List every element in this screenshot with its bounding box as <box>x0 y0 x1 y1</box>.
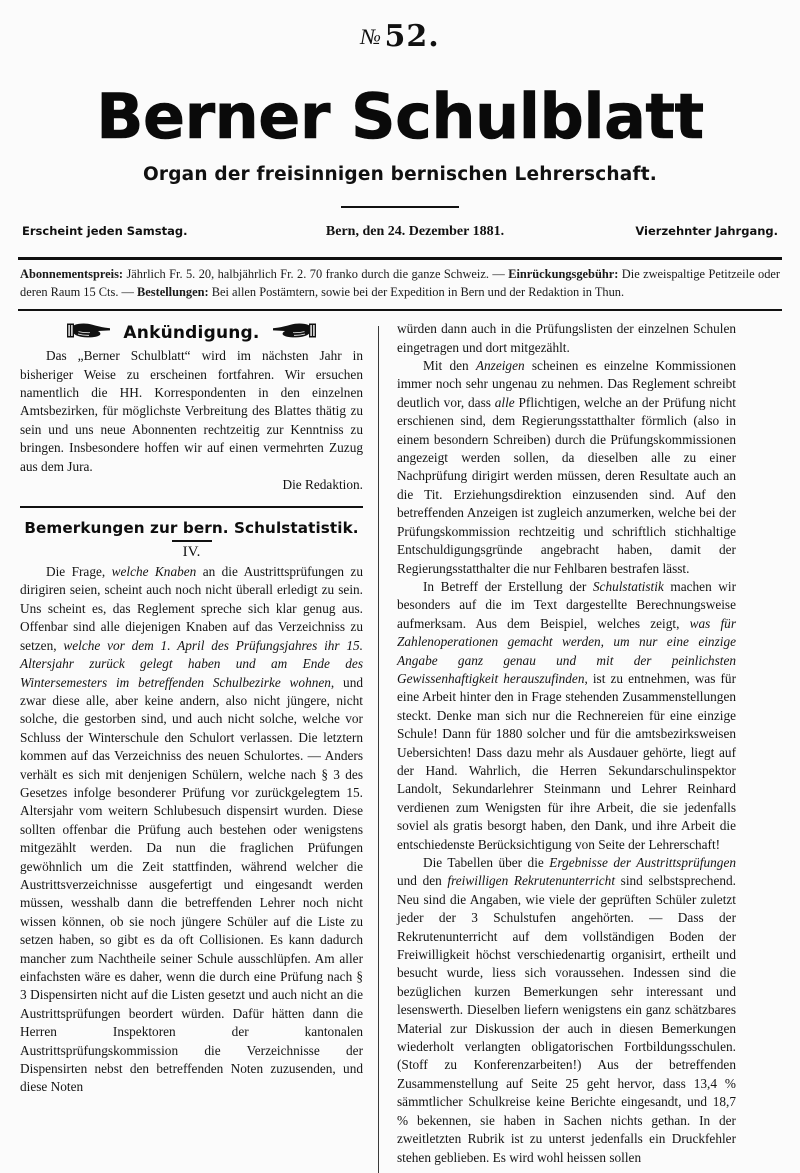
article-heading: Bemerkungen zur bern. Schulstatistik. <box>24 519 359 538</box>
para4-part-b: und den <box>397 873 448 889</box>
para1-part-c: , und zwar diese alle, aber keine andern, also nicht jüngere, nicht solche, die gestorben sind, und auch nicht solche, welche vor Schluss der Winterschule den Schulort verlassen. Die letztern kommen auf das Verzeichniss des neuen Schulortes. — Anders verhält es sich mit denjenigen Schülern, welche nach § 3 des Gesetzes infolge besonderer Prüfung vor zurückgelegtem 15. Altersjahr vom weitern Schlubesuch dispensirt wurden. Diese sollten offenbar die Prüfung auch bestehen oder wenigstens mitgezählt werden. Da nun die fraglichen Prüfungen gewöhnlich um die Zeit stattfinden, während welcher die Austrittsverzeichnisse ausgefertigt und eingesandt werden müssen, wesshalb dann die betreffenden Lehrer noch nicht wissen können, ob sie noch jüngere Schüler auf die Liste zu setzen haben, so gibt es da oft Collisionen. Es kann dadurch mancher zum Nachtheile seiner Schule ausschlüpfen. Am aller einfachsten wäre es daher, wenn die durch eine Prüfung nach § 3 Dispensirten nicht auf die Listen gesetzt und auch nicht an die Austrittsprüfungen beordert würden. Dafür hätten dann die Herren Inspektoren der kantonalen Austrittsprüfungskommission die Verzeichnisse der Dispensirten nebst den betreffenden Noten zuzusenden, und diese Noten <box>20 674 363 1095</box>
para3-italic-2: was für Zahlenoperationen gemacht werden, um nur eine einzige Angabe ganz genau und mit der peinlichsten Gewissenhaftigkeit herauszufinden <box>397 615 736 686</box>
para3-part-a: In Betreff der Erstellung der <box>423 578 593 594</box>
article-paragraph-4 <box>397 854 736 1167</box>
para3-italic-1: Schulstatistik <box>592 578 664 594</box>
masthead <box>0 0 800 240</box>
rule-below-subscription <box>18 309 782 311</box>
announcement-signature: Die Redaktion. <box>282 477 363 493</box>
page-title: Berner Schulblatt <box>96 80 704 153</box>
insertion-fee-text: Die zweispaltige Petitzeile oder deren Raum 15 Cts. — <box>20 267 781 299</box>
issue-number-line <box>0 19 800 54</box>
para2-part-c: Pflichtigen, welche an der Prüfung nicht erschienen sind, dem Regierungsstatthalter förmlich (also in einem besondern Schreiben) durch die Prüfungskommissionen angezeigt werden sollen, da dieselben alle zu einer Nachprüfung dirigirt werden müssen, deren Resultate auch an die Tit. Erziehungsdirektion einzusenden sind. Auf den betreffenden Anzeigen ist zugleich anzumerken, welche bei der Prüfungskommission rechtzeitig und schriftlich stichhaltige Entschuldigungsgründe angebracht haben, damit der Regierungsstatthalter die nur Fehlbaren bestrafen lässt. <box>397 394 736 576</box>
announcement-heading-row <box>20 322 363 344</box>
article-section-number: IV. <box>182 544 201 561</box>
article-paragraph-1 <box>20 563 363 1097</box>
para2-part-a: Mit den <box>423 358 476 374</box>
para2-italic-2: alle <box>494 394 515 410</box>
orders-text: Bei allen Postämtern, sowie bei der Expedition in Bern und der Redaktion in Thun. <box>208 284 625 299</box>
imprint-line <box>0 224 800 240</box>
announcement-paragraph: Das „Berner Schulblatt“ wird im nächsten Jahr in bisheriger Weise zu erscheinen fortfahren. Wir ersuchen namentlich die HH. Korrespondenten in den einzelnen Amtsbezirken, für möglichste Verbreitung des Blattes thätig zu sein und uns neue Abonnenten rechtzeitig zur Kenntniss zu bringen. Insbesondere hoffen wir auf einen vermehrten Zuzug aus dem Jura. <box>20 348 363 474</box>
announcement-heading: Ankündigung. <box>123 323 260 344</box>
rule-above-article-heading <box>20 506 363 508</box>
rule-above-subscription <box>18 257 782 260</box>
right-column <box>378 320 736 1167</box>
para3-part-c: , ist zu entnehmen, was für eine Arbeit hinter den in Frage stehenden Zusammenstellungen steckt. Denke man sich nur die Rechnereien für eine einzige Schule! Dann für 1880 solcher und für die amtsbezirksweisen Uebersichten! Dass dazu mehr als Ausdauer gehörte, liegt auf der Hand. Wahrlich, die Herren Sekundarschulinspektor Landolt, Sekundarlehrer Steinmann und Lehrer Reinhard verdienen zum Wenigsten für ihre Arbeit, die sie jedenfalls soviel als gratis besorgt haben, den Dank, und ihre Arbeit die entschiedenste Berücksichtigung von Seite der Lehrerschaft! <box>397 670 736 852</box>
para1-part-a: Die Frage, <box>46 564 112 580</box>
issue-number: 52. <box>384 19 440 54</box>
para4-part-a: Die Tabellen über die <box>423 855 550 870</box>
pointing-hand-right-icon <box>67 322 111 344</box>
article-paragraph-2 <box>397 357 736 578</box>
left-column <box>20 320 378 1167</box>
continued-paragraph: würden dann auch in die Prüfungslisten der einzelnen Schulen eingetragen und dort mitgezählt. <box>397 321 736 355</box>
para2-part-b: scheinen es einzelne Kommissionen immer noch sehr ungenau zu nehmen. Das Reglement schreibt deutlich vor, dass <box>397 358 736 410</box>
article-heading-underline <box>172 540 212 542</box>
subscription-price-label: Abonnementspreis: <box>20 267 124 281</box>
para4-part-c: sind selbstsprechend. Neu sind die Angaben, wie viele der geprüften Schüler zuletzt jeder der 3 Schulstufen angehörten. — Dass der Rekrutenunterricht auf dem vollständigen Boden der Freiwilligkeit höchst verschiedenartig organisirt, ertheilt und besucht wurde, liess sich voraussehen. Indessen sind die bezüglichen kurzen Bemerkungen sehr interessant und lesenswerth. Dieselben liefern wenigstens ein ganz schätzbares Material zur Diskussion der auch in diesen Bemerkungen wiederholt verlangten obligatorischen Fortbildungsschulen. (Stoff zu Konferenzarbeiten!) Aus der betreffenden Zusammenstellung auf Seite 25 geht hervor, dass 13,4 % sämmtlicher Schulkreise keine Berichte eingesandt, und 18,7 % bekennen, sie haben in Sachen nichts gethan. In der zweitletzten Rubrik ist zu unterst jedenfalls ein Druckfehler stehen geblieben. Es wird wohl heissen sollen <box>397 873 736 1165</box>
para2-italic-1: Anzeigen <box>475 358 525 374</box>
masthead-divider <box>341 206 459 208</box>
article-columns <box>20 320 780 1167</box>
para4-italic-2: freiwilligen Rekrutenunterricht <box>447 873 616 889</box>
subscription-bar <box>20 266 780 301</box>
dateline: Bern, den 24. Dezember 1881. <box>325 224 505 239</box>
para4-italic-1: Ergebnisse der Austrittsprüfungen <box>549 855 736 870</box>
para1-italic-2: welche vor dem 1. April des Prüfungsjahres ihr 15. Altersjahr zurück gelegt haben und am Ende des Wintersemesters im betreffenden Schulbezirke wohnen <box>20 637 364 690</box>
insertion-fee-label: Einrückungsgebühr: <box>508 267 619 281</box>
publication-frequency: Erscheint jeden Samstag. <box>22 224 188 238</box>
volume-label: Vierzehnter Jahrgang. <box>635 224 778 238</box>
para1-part-b: an die Austrittsprüfungen zu dirigiren seien, scheint auch noch nicht überall erledigt zu sein. Uns scheint es, das Reglement spreche sich klar genug aus. Offenbar sind alle diejenigen Knaben auf das Verzeichniss zu setzen, <box>20 564 363 653</box>
subscription-price-text: Jährlich Fr. 5. 20, halbjährlich Fr. 2. 70 franko durch die ganze Schweiz. — <box>123 267 509 281</box>
orders-label: Bestellungen: <box>137 284 209 299</box>
para1-italic-1: welche Knaben <box>111 564 197 580</box>
paper-subtitle: Organ der freisinnigen bernischen Lehrerschaft. <box>142 164 658 185</box>
numero-sign-icon: № <box>360 24 382 49</box>
column-divider <box>378 326 379 1173</box>
article-paragraph-3 <box>397 578 736 854</box>
para3-part-b: machen wir besonders auf die im Text dargestellte Berechnungsweise aufmerksam. Aus dem Beispiel, welches zeigt, <box>397 578 736 631</box>
pointing-hand-left-icon <box>272 322 316 344</box>
